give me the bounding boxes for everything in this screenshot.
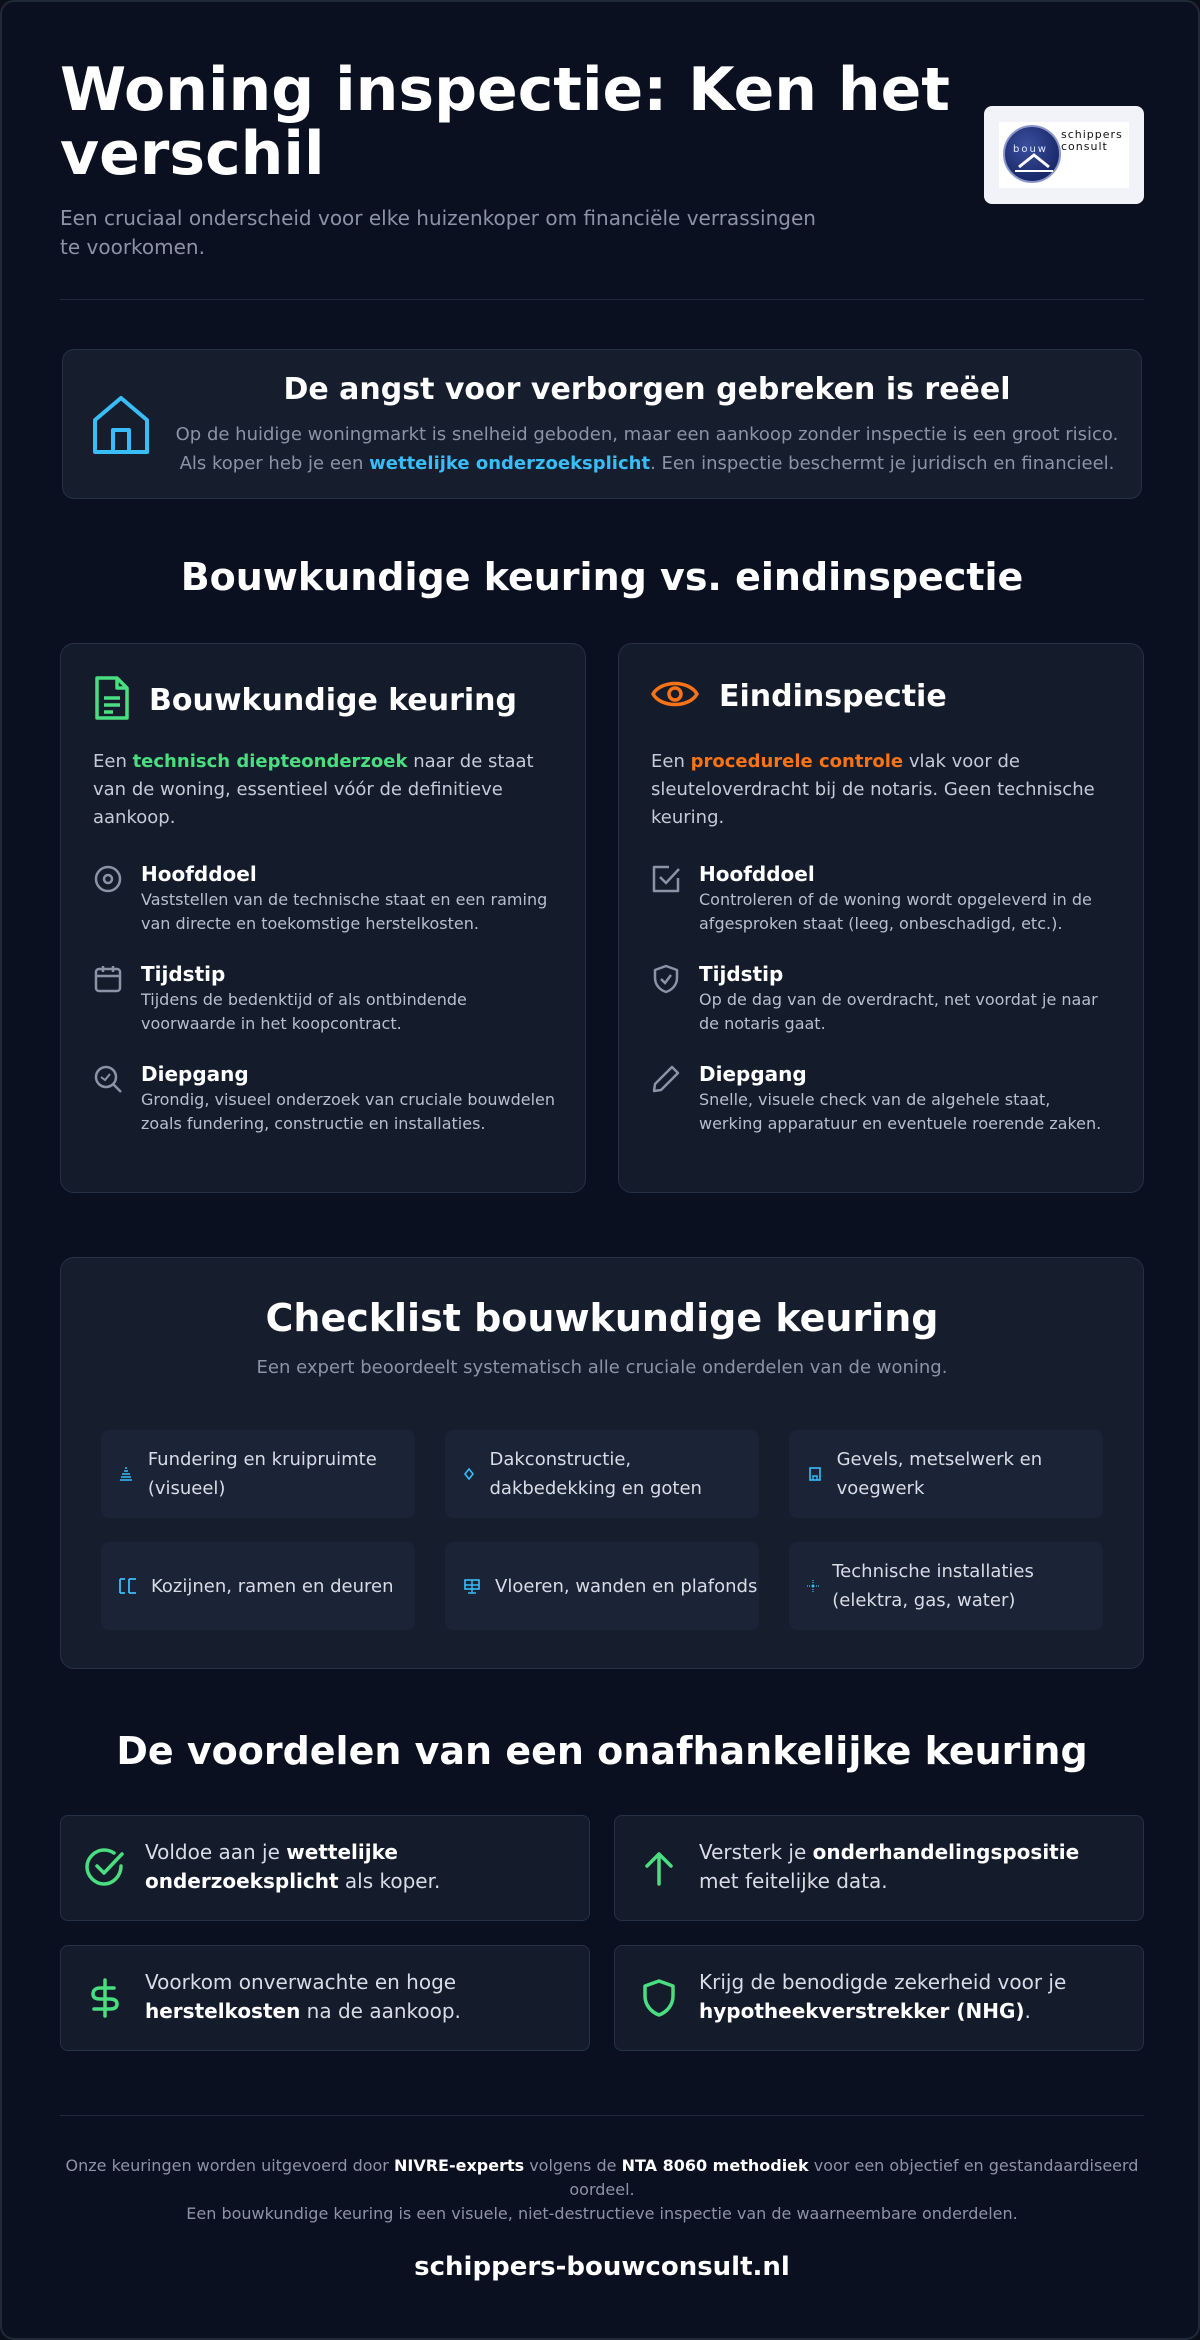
- facade-icon: [805, 1466, 825, 1482]
- page-title: Woning inspectie: Ken het verschil: [60, 55, 950, 189]
- logo-inner-text: bouw: [1013, 144, 1048, 155]
- company-logo: [984, 106, 1144, 204]
- checklist-item-label: Vloeren, wanden en plafonds: [495, 1575, 758, 1597]
- benefit-item: [614, 1815, 1144, 1921]
- benefit-text: Voorkom onverwachte en hoge herstelkosten na de aankoop.: [145, 1970, 461, 2023]
- shield-icon: [639, 1978, 679, 2022]
- item-title: Hoofddoel: [141, 862, 257, 886]
- alert-box: [62, 349, 1142, 499]
- checklist-item-label: Technische installaties (elektra, gas, water): [832, 1561, 1034, 1611]
- benefit-item: [60, 1815, 590, 1921]
- benefit-item: [614, 1945, 1144, 2051]
- item-text: Snelle, visuele check van de algehele staat, werking apparatuur en eventuele roerende zaken.: [699, 1090, 1102, 1133]
- shield-check-icon: [651, 964, 681, 994]
- roof-icon: [461, 1466, 477, 1482]
- logo-image: [999, 122, 1129, 188]
- checklist-title: Checklist bouwkundige keuring: [265, 1296, 939, 1340]
- footer-line2: Een bouwkundige keuring is een visuele, niet-destructieve inspectie van de waarneembare onderdelen.: [186, 2204, 1018, 2223]
- checklist-item-label: Dakconstructie, dakbedekking en goten: [489, 1449, 702, 1499]
- alert-title: De angst voor verborgen gebreken is reëel: [283, 372, 1011, 407]
- checklist-item-label: Kozijnen, ramen en deuren: [151, 1575, 394, 1597]
- logo-text-line2: consult: [1061, 140, 1108, 153]
- item-text: Grondig, visueel onderzoek van cruciale bouwdelen zoals fundering, constructie en installaties.: [141, 1090, 556, 1133]
- roof-emblem-icon: [1005, 127, 1063, 185]
- alert-text: Op de huidige woningmarkt is snelheid geboden, maar een aankoop zonder inspectie is een groot risico. Als koper heb je een wettelijke onderzoeksplicht. Een inspectie beschermt je juridisch en financieel.: [175, 424, 1119, 474]
- dollar-icon: [85, 1978, 125, 2022]
- card-item: [651, 962, 1117, 1036]
- card-title: Bouwkundige keuring: [149, 682, 517, 718]
- item-title: Hoofddoel: [699, 862, 815, 886]
- check-circle-icon: [85, 1848, 125, 1892]
- item-text: Controleren of de woning wordt opgeleverd in de afgesproken staat (leeg, onbeschadigd, etc.).: [699, 890, 1092, 933]
- checklist-item: [789, 1542, 1103, 1630]
- footer-line1: Onze keuringen worden uitgevoerd door NIVRE-experts volgens de NTA 8060 methodiek voor een objectief en gestandaardiseerd oordeel.: [65, 2156, 1139, 2199]
- item-title: Tijdstip: [141, 962, 226, 986]
- checkbox-icon: [651, 864, 681, 894]
- arrow-up-icon: [639, 1848, 679, 1892]
- checklist-item: [789, 1430, 1103, 1518]
- card-intro: Een procedurele controle vlak voor de sleuteloverdracht bij de notaris. Geen technische keuring.: [651, 751, 1095, 828]
- footer-note: [60, 2154, 1144, 2226]
- divider: [60, 2115, 1144, 2116]
- card-item: [651, 1062, 1117, 1136]
- item-text: Vaststellen van de technische staat en een raming van directe en toekomstige herstelkosten.: [141, 890, 548, 933]
- page-subtitle: Een cruciaal onderscheid voor elke huizenkoper om financiële verrassingen te voorkomen.: [60, 206, 816, 259]
- card-item: [93, 1062, 559, 1136]
- card-bouwkundige-keuring: [60, 643, 586, 1193]
- checklist-subtitle: Een expert beoordeelt systematisch alle cruciale onderdelen van de woning.: [256, 1357, 948, 1378]
- card-item: [93, 862, 559, 936]
- divider: [60, 299, 1144, 300]
- eye-icon: [651, 676, 699, 716]
- card-eindinspectie: [618, 643, 1144, 1193]
- logo-text-line1: schippers: [1061, 128, 1123, 141]
- benefits-title: De voordelen van een onafhankelijke keuring: [116, 1729, 1088, 1773]
- house-icon: [91, 394, 151, 460]
- calendar-icon: [93, 964, 123, 994]
- checklist-item: [101, 1542, 415, 1630]
- benefit-text: Voldoe aan je wettelijke onderzoeksplicht als koper.: [145, 1840, 441, 1893]
- document-icon: [93, 676, 129, 724]
- checklist-item: [101, 1430, 415, 1518]
- benefit-item: [60, 1945, 590, 2051]
- checklist-item: [445, 1542, 759, 1630]
- card-intro: Een technisch diepteonderzoek naar de staat van de woning, essentieel vóór de definitieve aankoop.: [93, 751, 534, 828]
- pencil-icon: [651, 1064, 681, 1094]
- benefit-text: Versterk je onderhandelingspositie met feitelijke data.: [699, 1840, 1080, 1893]
- installation-icon: [805, 1579, 820, 1593]
- card-item: [93, 962, 559, 1036]
- benefit-text: Krijg de benodigde zekerheid voor je hypotheekverstrekker (NHG).: [699, 1970, 1067, 2023]
- item-text: Tijdens de bedenktijd of als ontbindende voorwaarde in het koopcontract.: [141, 990, 467, 1033]
- target-icon: [93, 864, 123, 894]
- header: [60, 55, 1144, 259]
- card-item: [651, 862, 1117, 936]
- foundation-icon: [117, 1466, 136, 1482]
- checklist-item: [445, 1430, 759, 1518]
- comparison-title: Bouwkundige keuring vs. eindinspectie: [180, 555, 1024, 599]
- checklist-item-label: Gevels, metselwerk en voegwerk: [836, 1449, 1043, 1499]
- frame-icon: [117, 1577, 139, 1595]
- item-text: Op de dag van de overdracht, net voordat je naar de notaris gaat.: [699, 990, 1098, 1033]
- website-link[interactable]: schippers-bouwconsult.nl: [414, 2252, 790, 2282]
- floor-icon: [461, 1578, 483, 1594]
- item-title: Diepgang: [141, 1062, 249, 1086]
- checklist-item-label: Fundering en kruipruimte (visueel): [147, 1449, 377, 1499]
- card-title: Eindinspectie: [719, 678, 947, 714]
- item-title: Tijdstip: [699, 962, 784, 986]
- search-icon: [93, 1064, 123, 1094]
- item-title: Diepgang: [699, 1062, 807, 1086]
- checklist-section: [60, 1257, 1144, 1669]
